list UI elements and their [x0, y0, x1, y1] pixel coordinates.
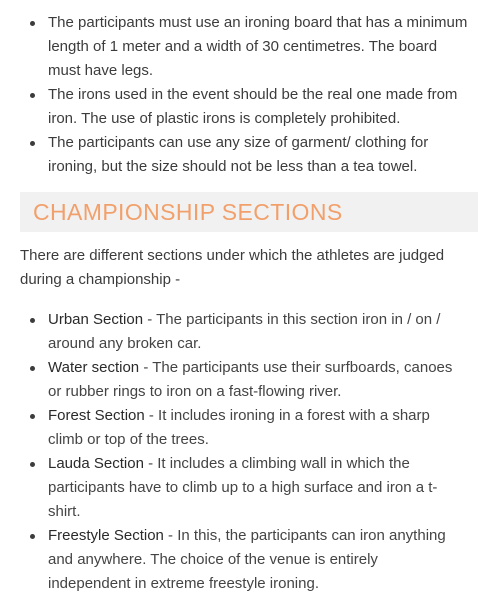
bullet-icon	[30, 534, 35, 539]
list-item	[0, 308, 498, 356]
sections-list	[0, 308, 498, 596]
section-description: - The participants in this section iron in / on / around any broken car.	[48, 311, 441, 352]
list-item	[0, 11, 498, 83]
list-item	[0, 524, 498, 596]
bullet-icon	[30, 366, 35, 371]
section-term: Urban Section	[48, 311, 144, 328]
rule-text: The irons used in the event should be the real one made from iron. The use of plastic irons is completely prohibited.	[48, 86, 458, 127]
section-term: Forest Section	[48, 407, 145, 424]
bullet-icon	[30, 414, 35, 419]
intro-paragraph: There are different sections under which the athletes are judged during a championship -	[20, 247, 445, 288]
section-heading: CHAMPIONSHIP SECTIONS	[20, 192, 478, 232]
list-item	[0, 404, 498, 452]
bullet-icon	[30, 21, 35, 26]
list-item	[0, 83, 498, 131]
rules-list	[0, 11, 498, 179]
section-term: Water section	[48, 359, 140, 376]
section-description: - The participants use their surfboards, canoes or rubber rings to iron on a fast-flowing river.	[48, 359, 453, 400]
section-description: - It includes a climbing wall in which the participants have to climb up to a high surface and iron a t-shirt.	[48, 455, 438, 520]
bullet-icon	[30, 141, 35, 146]
section-description: - In this, the participants can iron anything and anywhere. The choice of the venue is entirely independent in extreme freestyle ironing.	[48, 527, 446, 592]
bullet-icon	[30, 462, 35, 467]
rule-text: The participants can use any size of garment/ clothing for ironing, but the size should not be less than a tea towel.	[48, 134, 429, 175]
list-item	[0, 356, 498, 404]
list-item	[0, 452, 498, 524]
section-term: Lauda Section	[48, 455, 144, 472]
list-item	[0, 131, 498, 179]
section-description: - It includes ironing in a forest with a sharp climb or top of the trees.	[48, 407, 430, 448]
section-term: Freestyle Section	[48, 527, 164, 544]
bullet-icon	[30, 93, 35, 98]
rule-text: The participants must use an ironing board that has a minimum length of 1 meter and a width of 30 centimetres. The board must have legs.	[48, 14, 468, 79]
bullet-icon	[30, 318, 35, 323]
